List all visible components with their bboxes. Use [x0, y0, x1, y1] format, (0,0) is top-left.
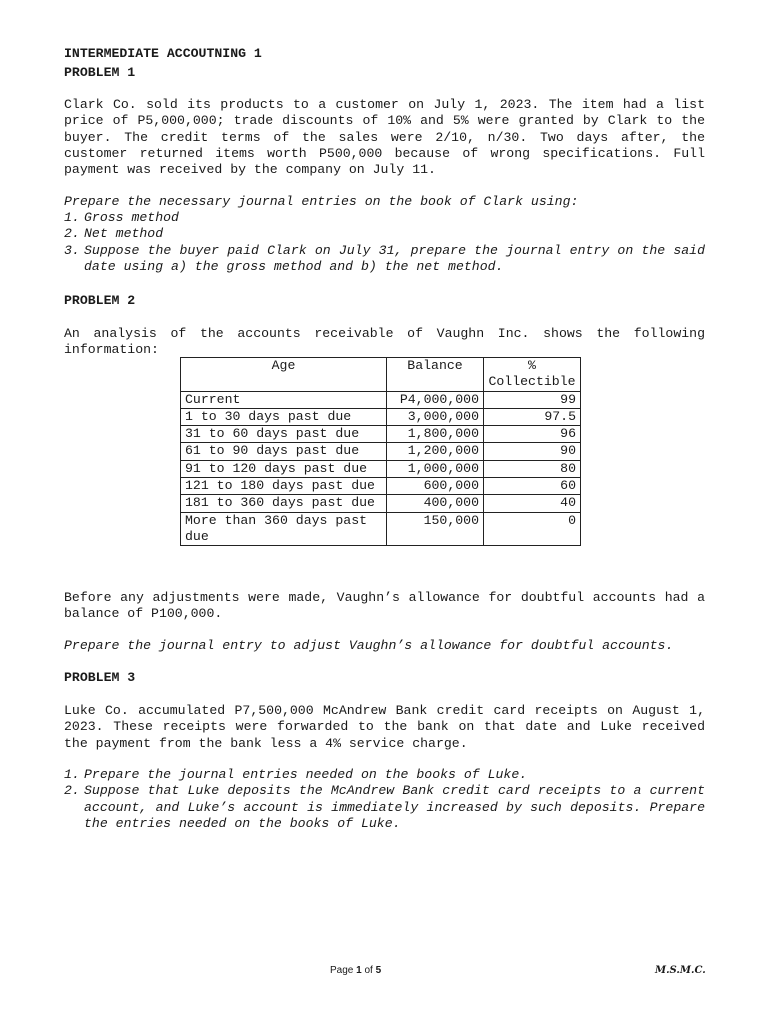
collectible-cell: 99 [484, 391, 581, 408]
author-initials: M.S.M.C. [655, 965, 706, 976]
list-item [64, 243, 705, 276]
problem-3-body: Luke Co. accumulated P7,500,000 McAndrew Bank credit card receipts on August 1, 2023. These receipts were forwarded to the bank on that date and Luke received the payment from the bank less a 4% service charge. [64, 703, 705, 751]
problem-1-heading: PROBLEM 1 [64, 65, 136, 80]
balance-cell: 400,000 [387, 495, 484, 512]
list-item-number: 1. [64, 767, 80, 782]
table-row [181, 460, 581, 477]
list-item-number: 3. [64, 242, 80, 258]
list-item-number: 1. [64, 210, 80, 225]
page-number [330, 963, 381, 979]
balance-cell: 1,800,000 [387, 426, 484, 443]
column-header-collectible: % Collectible [484, 358, 581, 392]
collectible-cell: 96 [484, 426, 581, 443]
age-cell: 181 to 360 days past due [181, 495, 387, 512]
list-item-text: Suppose the buyer paid Clark on July 31, prepare the journal entry on the said date using a) the gross method and b) the net method. [84, 242, 705, 274]
table-header-row [181, 358, 581, 392]
course-title: INTERMEDIATE ACCOUTNING 1 [64, 46, 262, 61]
collectible-cell: 90 [484, 443, 581, 460]
list-item-number: 2. [64, 783, 80, 799]
balance-cell: 150,000 [387, 512, 484, 546]
balance-cell: P4,000,000 [387, 391, 484, 408]
table-row [181, 426, 581, 443]
age-cell: 91 to 120 days past due [181, 460, 387, 477]
column-header-age: Age [181, 358, 387, 392]
table-row [181, 443, 581, 460]
page-prefix: Page [330, 965, 357, 976]
age-cell: 31 to 60 days past due [181, 426, 387, 443]
page-total: 5 [375, 965, 382, 976]
list-item-text: Prepare the journal entries needed on the books of Luke. [84, 767, 528, 782]
list-item [64, 767, 705, 783]
age-cell: Current [181, 391, 387, 408]
page-current: 1 [356, 965, 362, 976]
balance-cell: 1,000,000 [387, 460, 484, 477]
collectible-cell: 40 [484, 495, 581, 512]
table-row [181, 408, 581, 425]
problem-1-instruction: Prepare the necessary journal entries on the book of Clark using: [64, 194, 579, 209]
collectible-cell: 97.5 [484, 408, 581, 425]
problem-3-list [64, 767, 705, 832]
age-cell: 1 to 30 days past due [181, 408, 387, 425]
table-row [181, 495, 581, 512]
table-row [181, 478, 581, 495]
balance-cell: 600,000 [387, 478, 484, 495]
problem-2-heading: PROBLEM 2 [64, 293, 136, 308]
balance-cell: 3,000,000 [387, 408, 484, 425]
table-row [181, 512, 581, 546]
collectible-cell: 0 [484, 512, 581, 546]
age-cell: 61 to 90 days past due [181, 443, 387, 460]
problem-1-list [64, 210, 705, 275]
list-item-number: 2. [64, 226, 80, 242]
problem-3-heading: PROBLEM 3 [64, 670, 136, 685]
page-of: of [361, 965, 376, 976]
problem-1-body: Clark Co. sold its products to a customer on July 1, 2023. The item had a list price of P5,000,000; trade discounts of 10% and 5% were granted by Clark to the buyer. The credit terms of the sales were 2/10, n/30. Two days after, the customer returned items worth P500,000 because of wrong specifications. Full payment was received by the company on July 11. [64, 97, 705, 178]
list-item-text: Gross method [84, 210, 179, 225]
balance-cell: 1,200,000 [387, 443, 484, 460]
column-header-balance: Balance [387, 358, 484, 392]
list-item [64, 210, 705, 226]
list-item [64, 783, 705, 832]
list-item-text: Suppose that Luke deposits the McAndrew Bank credit card receipts to a current account, and Luke’s account is immediately increased by such deposits. Prepare the entries needed on the books of Luke. [84, 783, 705, 831]
collectible-cell: 80 [484, 460, 581, 477]
receivables-aging-table [180, 357, 581, 546]
list-item [64, 226, 705, 242]
problem-2-intro: An analysis of the accounts receivable of Vaughn Inc. shows the following information: [64, 326, 705, 358]
list-item-text: Net method [84, 226, 164, 242]
collectible-cell: 60 [484, 478, 581, 495]
table-row [181, 391, 581, 408]
age-cell: 121 to 180 days past due [181, 478, 387, 495]
age-cell: More than 360 days past due [181, 512, 387, 546]
problem-2-after-text: Before any adjustments were made, Vaughn’s allowance for doubtful accounts had a balance of P100,000. [64, 590, 705, 622]
problem-2-instruction: Prepare the journal entry to adjust Vaughn’s allowance for doubtful accounts. [64, 638, 674, 653]
